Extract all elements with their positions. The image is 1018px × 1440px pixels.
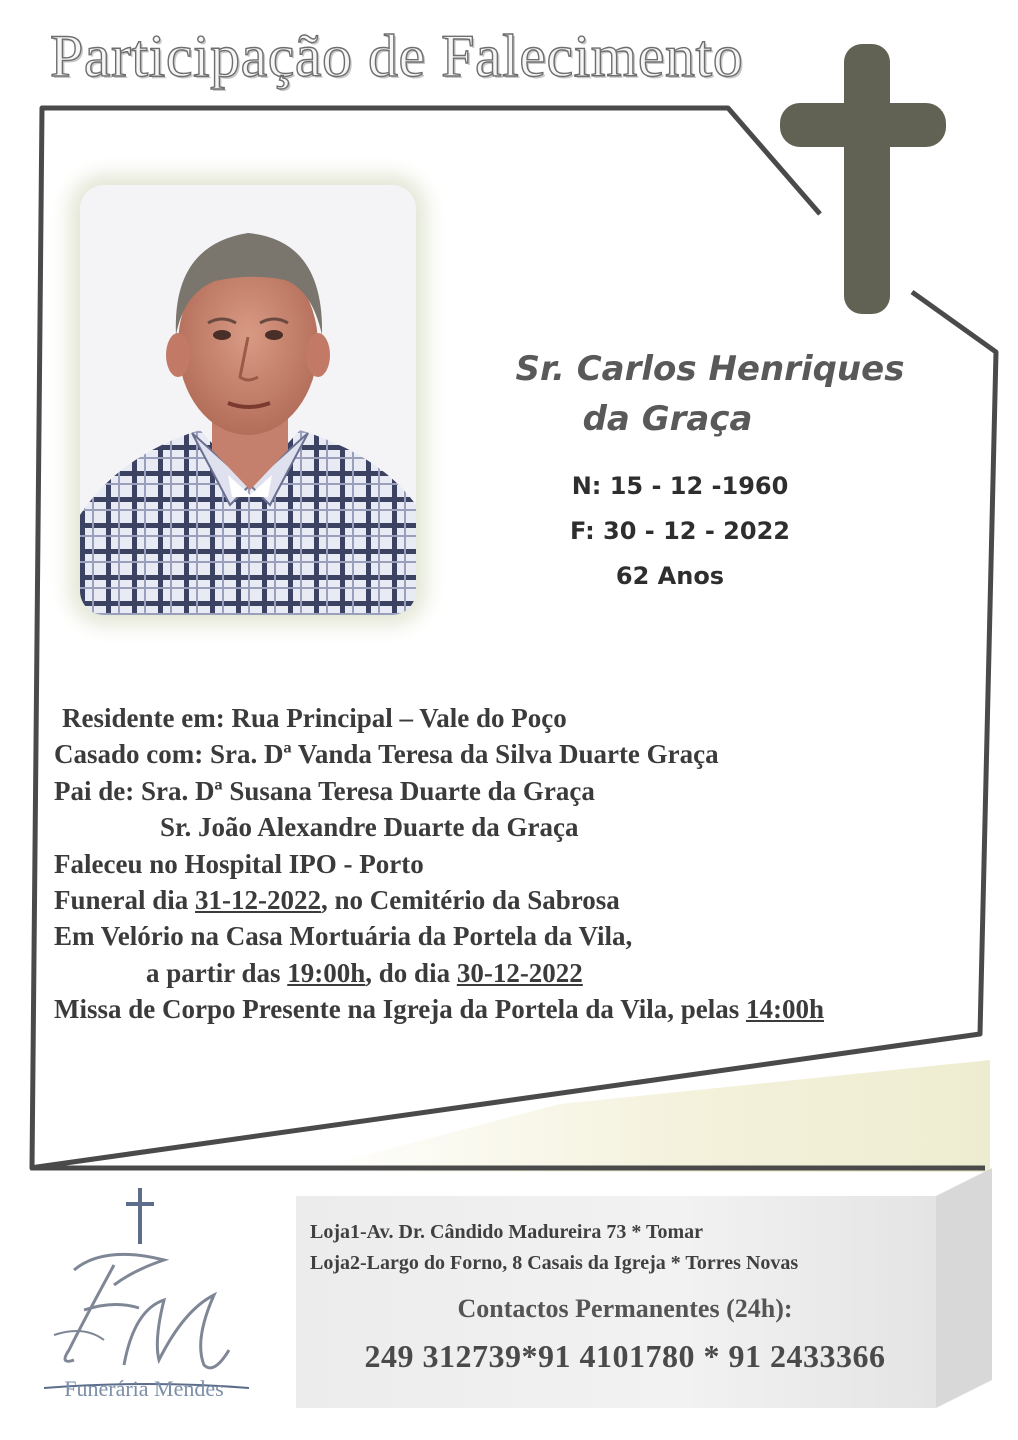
deceased-name-line1: Sr. Carlos Henriques bbox=[515, 349, 905, 389]
funeral-suffix: , no Cemitério da Sabrosa bbox=[321, 885, 620, 916]
parent-line-2: Sr. João Alexandre Duarte da Graça bbox=[160, 812, 579, 843]
wake-time-line bbox=[54, 955, 994, 991]
age: 62 Anos bbox=[615, 562, 725, 590]
funeral-home-name: Funerária Mendes bbox=[64, 1376, 224, 1401]
portrait-photo bbox=[80, 185, 416, 615]
residence-line: Residente em: Rua Principal – Vale do Poço bbox=[62, 703, 567, 733]
wake-date: 30-12-2022 bbox=[456, 957, 583, 988]
store-1: Loja1-Av. Dr. Cândido Madureira 73 * Tomar bbox=[310, 1221, 703, 1243]
announcement-details bbox=[54, 700, 994, 1028]
phone-numbers: 249 312739*91 4101780 * 91 2433366 bbox=[364, 1338, 886, 1374]
mass-prefix: Missa de Corpo Presente na Igreja da Portela da Vila, pelas bbox=[54, 994, 746, 1025]
funeral-prefix: Funeral dia bbox=[54, 885, 196, 916]
funeral-date: 31-12-2022 bbox=[195, 885, 321, 916]
deceased-name bbox=[470, 344, 950, 444]
wake-middle: , do dia bbox=[365, 957, 457, 988]
cross-icon bbox=[780, 44, 946, 314]
parent-line-1: Pai de: Sra. Dª Susana Teresa Duarte da Graça bbox=[54, 775, 595, 806]
store-2: Loja2-Largo do Forno, 8 Casais da Igreja * Torres Novas bbox=[310, 1252, 799, 1274]
funeral-line bbox=[54, 882, 994, 918]
death-date: F: 30 - 12 - 2022 bbox=[570, 517, 790, 545]
wake-time: 19:00h bbox=[287, 957, 366, 988]
small-cross-icon bbox=[120, 1188, 160, 1246]
birth-date: N: 15 - 12 -1960 bbox=[571, 472, 789, 500]
mass-time: 14:00h bbox=[745, 994, 824, 1025]
contacts-label: Contactos Permanentes (24h): bbox=[457, 1294, 793, 1323]
wake-line: Em Velório na Casa Mortuária da Portela da Vila, bbox=[54, 921, 633, 952]
death-place-line: Faleceu no Hospital IPO - Porto bbox=[54, 848, 424, 879]
spouse-line: Casado com: Sra. Dª Vanda Teresa da Silva Duarte Graça bbox=[54, 739, 719, 770]
mass-line bbox=[54, 991, 994, 1027]
deceased-name-line2: da Graça bbox=[582, 399, 753, 439]
wake-prefix: a partir das bbox=[146, 957, 288, 988]
page-title: Participação de Falecimento bbox=[50, 23, 744, 89]
